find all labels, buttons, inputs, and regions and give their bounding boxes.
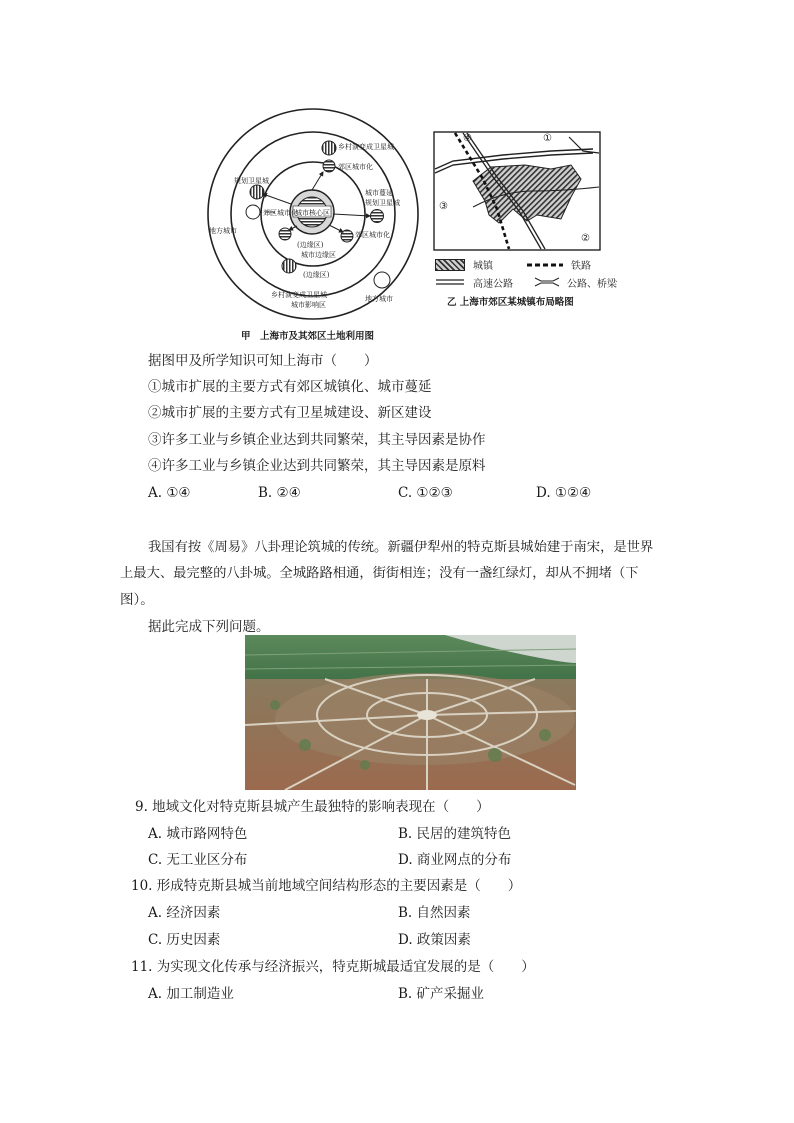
q10-option-b[interactable]: B. 自然因素: [398, 905, 471, 921]
passage-line-2: 上最大、最完整的八卦城。全城路路相通，街街相连；没有一盏红绿灯，却从不拥堵（下: [120, 566, 639, 581]
suburb-urbanization-right-label: 郊区城市化: [355, 231, 390, 239]
q9-option-a[interactable]: A. 城市路网特色: [148, 826, 248, 842]
question-10-stem: 10. 形成特克斯县城当前地域空间结构形态的主要因素是（ ）: [131, 878, 522, 894]
marker-1: ①: [543, 133, 552, 144]
legend-road-bridge-icon: [533, 276, 561, 288]
tekes-aerial-photo: [245, 635, 576, 790]
q10-option-c[interactable]: C. 历史因素: [148, 932, 221, 948]
fringe-label-2: (边缘区): [303, 271, 330, 279]
q11-option-b[interactable]: B. 矿产采掘业: [398, 986, 485, 1002]
rural-satellite-top-label: 乡村演变成卫星城: [338, 143, 394, 151]
q10-option-d[interactable]: D. 政策因素: [398, 932, 471, 948]
question-11-stem: 11. 为实现文化传承与经济振兴，特克斯城最适宜发展的是（ ）: [131, 959, 535, 975]
fringe-label-1: (边缘区): [297, 241, 324, 249]
passage-instruction: 据此完成下列问题。: [148, 619, 270, 635]
city-fringe-label: 城市边缘区: [301, 251, 336, 259]
legend-town-swatch: [435, 259, 465, 271]
prev-option-b[interactable]: B. ②④: [258, 485, 301, 501]
marker-4: ④: [463, 133, 472, 144]
core-label: 城市核心区: [295, 209, 330, 217]
local-city-left-label: 地方城市: [209, 227, 237, 235]
q9-option-d[interactable]: D. 商业网点的分布: [398, 852, 512, 868]
figure-yi: [433, 131, 623, 291]
q10-option-a[interactable]: A. 经济因素: [148, 905, 221, 921]
q9-option-c[interactable]: C. 无工业区分布: [148, 852, 248, 868]
rural-satellite-bottom-label: 乡村演变成卫星城: [271, 291, 327, 299]
planned-satellite-right-label: 规划卫星城: [365, 199, 400, 207]
town-layout-map: [433, 131, 601, 251]
q9-option-b[interactable]: B. 民居的建筑特色: [398, 826, 512, 842]
figure-yi-caption: 乙 上海市郊区某城镇布局略图: [447, 297, 574, 308]
statement-3: ③许多工业与乡镇企业达到共同繁荣，其主导因素是协作: [148, 432, 486, 448]
planned-satellite-left-label: 规划卫星城: [234, 177, 269, 185]
legend-town-label: 城镇: [473, 261, 493, 272]
legend-railway-label: 铁路: [571, 261, 591, 272]
passage-line-1: 我国有按《周易》八卦理论筑城的传统。新疆伊犁州的特克斯县城始建于南宋，是世界: [148, 540, 654, 555]
statement-2: ②城市扩展的主要方式有卫星城建设、新区建设: [148, 405, 432, 421]
prev-option-d[interactable]: D. ①②④: [536, 485, 592, 501]
suburb-urbanization-left-label: 郊区城市化: [263, 209, 298, 217]
q11-option-a[interactable]: A. 加工制造业: [148, 986, 234, 1002]
passage-line-3: 图）。: [120, 592, 154, 608]
city-influence-label: 城市影响区: [291, 301, 326, 309]
question-9-stem: 9. 地域文化对特克斯县城产生最独特的影响表现在（ ）: [135, 799, 490, 815]
prev-option-a[interactable]: A. ①④: [148, 485, 191, 501]
legend-expressway-label: 高速公路: [473, 279, 513, 290]
marker-3: ③: [439, 201, 448, 212]
statement-1: ①城市扩展的主要方式有郊区城镇化、城市蔓延: [148, 379, 432, 395]
legend-expressway-icon: [435, 277, 465, 287]
legend-road-bridge-label: 公路、桥梁: [567, 279, 617, 290]
figure-jia-caption: 甲 上海市及其郊区土地利用图: [241, 331, 375, 342]
legend-railway-icon: [525, 260, 565, 270]
statement-4: ④许多工业与乡镇企业达到共同繁荣，其主导因素是原料: [148, 458, 486, 474]
local-city-right-label: 地方城市: [365, 295, 393, 303]
prev-option-c[interactable]: C. ①②③: [398, 485, 453, 501]
prev-question-stem: 据图甲及所学知识可知上海市（ ）: [148, 353, 378, 369]
suburb-urbanization-top-label: 郊区城市化: [338, 163, 373, 171]
figure-jia: [205, 104, 420, 344]
marker-2: ②: [581, 233, 590, 244]
city-sprawl-label: 城市蔓延: [365, 189, 393, 197]
